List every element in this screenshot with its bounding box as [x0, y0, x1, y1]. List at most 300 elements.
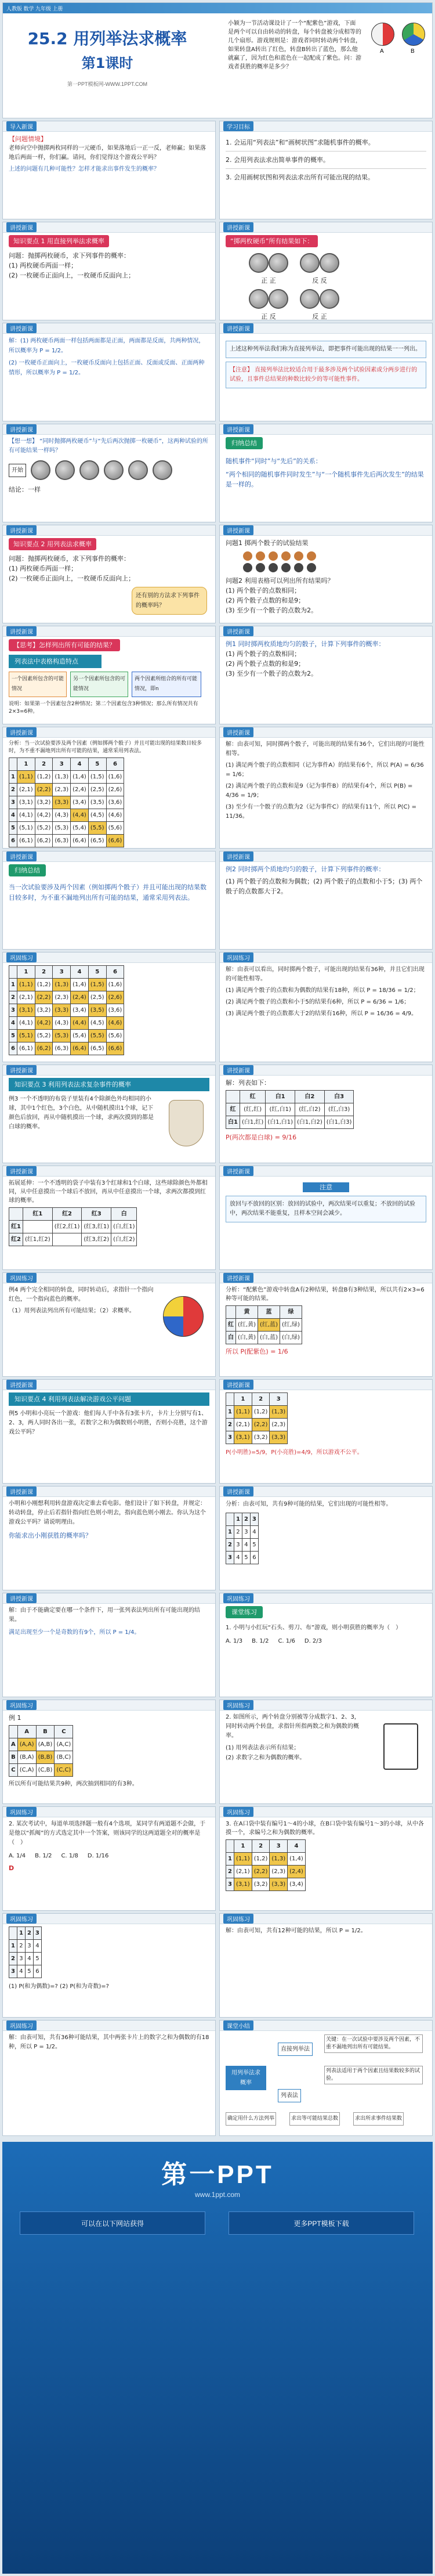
content	[3, 435, 215, 497]
slide-solution	[2, 1593, 216, 1697]
coin-image	[55, 460, 75, 480]
content	[3, 1497, 215, 1543]
table-cell: 3	[270, 1393, 288, 1406]
table-cell: (白,绿)	[280, 1332, 302, 1344]
ball-table	[226, 1090, 354, 1129]
slide-exercise-3	[2, 1806, 216, 1911]
slide-spinner-game	[2, 1486, 216, 1590]
slide-header	[220, 1593, 432, 1604]
table-cell: 1	[17, 758, 35, 771]
table-cell: 红1	[23, 1208, 52, 1221]
coin-label: 反 正	[312, 313, 327, 320]
coin-pair	[249, 253, 288, 286]
content	[220, 738, 432, 824]
slide-table-method	[2, 525, 216, 623]
knowledge-point: 知识要点 4 利用列表法解决游戏公平问题	[9, 1392, 209, 1406]
table-row	[226, 1306, 302, 1319]
table-cell: (红,黄)	[236, 1319, 258, 1332]
table-cell: 3	[226, 1431, 234, 1444]
table-row	[226, 1091, 354, 1103]
table-cell: 2	[25, 1927, 33, 1940]
coin-title: “掷两枚硬币”所有结果如下：	[226, 235, 318, 247]
table-row	[9, 1042, 124, 1055]
table-cell: 红3	[82, 1208, 111, 1221]
content	[3, 2031, 215, 2054]
table-cell: 4	[33, 1940, 41, 1953]
coin-image	[300, 289, 320, 309]
table-cell: (红,白1)	[266, 1103, 295, 1116]
spinner-b	[402, 23, 425, 46]
practice-p2: (2) 满足两个骰子的点数和小于5的结果有6种，所以 P = 6/36 = 1/6；	[226, 999, 410, 1005]
slide-header	[3, 852, 215, 862]
section-tag: 巩固练习	[223, 1700, 253, 1710]
slide-header	[220, 953, 432, 963]
slide-goals	[219, 121, 433, 219]
section-tag: 讲授新课	[6, 424, 37, 434]
table-cell: 4	[9, 1017, 17, 1030]
table-cell: 白1	[266, 1091, 295, 1103]
table-row	[9, 1764, 73, 1777]
section-tag: 课堂小结	[223, 2021, 253, 2030]
mindmap-branch-1: 直接列举法	[278, 2043, 313, 2056]
coin-label: 正 反	[261, 313, 276, 320]
slide-header	[3, 953, 215, 963]
answer-p1: (1) 满足两个骰子的点数相同（记为事件A）的结果有6个，所以 P(A) = 6/36 = 1/6；	[226, 762, 424, 778]
table-cell: (1,1)	[234, 1406, 252, 1419]
table-cell: C	[9, 1764, 18, 1777]
table-cell: (1,5)	[88, 771, 106, 784]
slide-header	[3, 1065, 215, 1076]
section-tag: 巩固练习	[223, 1807, 253, 1817]
table-cell: 5	[33, 1953, 41, 1965]
coin-image	[300, 253, 320, 273]
table-cell: 2	[17, 1940, 25, 1953]
goal-1: 1. 会运用“列表法”和“画树状图”求随机事件的概率。	[226, 134, 426, 151]
bag-image	[169, 1100, 204, 1146]
conclusion: 结论：一样	[9, 486, 41, 493]
option-d[interactable]: D. 2/3	[304, 1638, 322, 1644]
table-cell: (5,6)	[106, 822, 124, 835]
knowledge-point: 知识要点 3 利用列表法求复杂事件的概率	[9, 1078, 209, 1091]
table-cell: (2,1)	[17, 991, 35, 1004]
slide-example-2	[219, 851, 433, 950]
example-5: 例5 小明和小亮玩一个游戏：他们每人手中各有3张卡片，卡片上分别写有1、2、3，两人同时各出一张，若数字之和为偶数则小明胜，否则小亮胜，这个游戏公平吗？	[9, 1410, 208, 1435]
table-cell: (2,2)	[252, 1419, 270, 1431]
summary-text: 当一次试验要涉及两个因素（例如掷两个骰子）并且可能出现的结果数目较多时，为不重不漏地列出所有可能的结果，通常采用列表法。	[9, 883, 206, 901]
coin-image	[249, 289, 269, 309]
coin-label: 反 反	[312, 277, 327, 284]
slide-header	[3, 323, 215, 334]
section-tag: 讲授新课	[223, 1380, 253, 1390]
lesson-subtitle: 第1课时	[81, 55, 133, 71]
table-cell: (6,4)	[71, 835, 89, 847]
sum-table	[226, 1513, 259, 1564]
table-cell: (3,1)	[17, 1004, 35, 1017]
table-cell: (6,3)	[53, 1042, 71, 1055]
section-tag: 巩固练习	[223, 1593, 253, 1603]
coin-image	[269, 253, 288, 273]
content	[220, 2031, 432, 2122]
slide-direct-note	[219, 323, 433, 421]
table-cell: (红2,红1)	[52, 1221, 82, 1233]
table-cell: (C,A)	[17, 1764, 36, 1777]
table-row	[9, 758, 124, 771]
structure-note: 说明：如果第一个因素包含2种情况；第二个因素包含3种情况；那么所有情况共有2×3=6种。	[9, 701, 198, 715]
table-cell: 4	[71, 758, 89, 771]
table-cell: 1	[9, 1940, 17, 1953]
table-row	[226, 1853, 306, 1866]
footer-left-box	[20, 2211, 205, 2235]
content	[220, 536, 432, 618]
analysis: 分析：当一次试验要涉及两个因素（例如掷两个骰子）并且可能出现的结果数目较多时，为不重不漏地列出所有可能的结果，通常采用列表法。	[9, 741, 202, 754]
table-cell: 3	[226, 1552, 234, 1564]
table-row	[226, 1840, 306, 1853]
slide-header	[220, 852, 432, 862]
mindmap-center: 用列举法求概率	[226, 2066, 266, 2090]
table-row	[226, 1866, 306, 1878]
table-cell: 1	[226, 1853, 234, 1866]
table-cell: (6,5)	[88, 1042, 106, 1055]
option-a[interactable]: A. 1/4	[9, 1853, 26, 1859]
table-cell: (4,4)	[71, 809, 89, 822]
ball	[294, 551, 303, 561]
result: P(两次都是白球) = 9/16	[226, 1134, 297, 1141]
content	[220, 1604, 432, 1648]
slide-header	[220, 1700, 432, 1711]
structure-title: 列表法中表格构造特点	[9, 655, 102, 668]
table-row	[9, 1221, 137, 1233]
table-cell: 3	[270, 1840, 288, 1853]
table-cell: 2	[226, 1419, 234, 1431]
table-row	[9, 979, 124, 991]
tree-diagram	[9, 460, 209, 480]
slide-example-4	[2, 1272, 216, 1377]
table-cell: (4,1)	[17, 1017, 35, 1030]
ball	[281, 563, 291, 572]
table-row	[9, 966, 124, 979]
table-row	[9, 1030, 124, 1042]
table-row	[226, 1419, 288, 1431]
slide-practice-answer	[219, 952, 433, 1062]
table-row	[226, 1513, 259, 1526]
table-cell: (3,4)	[71, 796, 89, 809]
table-cell: (2,5)	[88, 784, 106, 796]
section-tag: 巩固练习	[6, 953, 37, 962]
section-tag: 讲授新课	[223, 626, 253, 636]
content	[3, 334, 215, 380]
ball	[307, 551, 316, 561]
slide-header	[3, 1273, 215, 1283]
ball	[243, 551, 252, 561]
box-factor-1: 一个因素所包含的可能情况	[9, 672, 67, 697]
options-1	[226, 1636, 426, 1646]
table-cell: (6,6)	[106, 835, 124, 847]
table-row	[9, 1233, 137, 1246]
table-cell: (5,4)	[71, 1030, 89, 1042]
content	[220, 233, 432, 320]
table-cell: 白3	[324, 1091, 354, 1103]
table-row	[226, 1116, 354, 1129]
content	[220, 1076, 432, 1145]
section-tag: 讲授新课	[6, 1593, 37, 1603]
table-cell: (2,1)	[234, 1866, 252, 1878]
footer-banner	[2, 2142, 433, 2574]
coin-image	[128, 460, 148, 480]
option-b[interactable]: B. 1/2	[35, 1853, 52, 1859]
table-cell	[226, 1513, 234, 1526]
table-cell: 1	[234, 1513, 242, 1526]
slide-dice-answer	[219, 727, 433, 849]
option-c[interactable]: C. 1/6	[278, 1638, 295, 1644]
table-cell: (1,6)	[106, 979, 124, 991]
table-cell: (6,2)	[35, 835, 53, 847]
table-cell: 4	[288, 1840, 306, 1853]
situation-text: 老师向空中抛掷两枚同样的一元硬币，如果落地后一正一反，老师赢；如果落地后两面一样，你们赢。请问，你们觉得这个游戏公平吗？	[9, 145, 206, 161]
slide-think	[2, 424, 216, 522]
slide-practice-table	[2, 952, 216, 1062]
table-cell: (C,B)	[36, 1764, 55, 1777]
table-cell: (红,白3)	[324, 1103, 354, 1116]
structure-boxes	[9, 672, 209, 697]
table-cell: 5	[9, 1030, 17, 1042]
example-1: 例1 同时掷两枚质地均匀的骰子，计算下列事件的概率：	[226, 640, 385, 648]
table-row	[9, 809, 124, 822]
slide-header	[3, 525, 215, 536]
slide-header	[220, 121, 432, 132]
answer-p3: (3) 至少有一个骰子的点数为2（记为事件C）的结果有11个，所以 P(C) = 11/36。	[226, 804, 416, 820]
table-row	[226, 1332, 302, 1344]
table-cell: 蓝	[258, 1306, 280, 1319]
solution-1: 解：由于不能确定要在哪一个条件下，用一张列表法列出所有可能出现的结果。	[9, 1607, 200, 1623]
table-row	[9, 1940, 42, 1953]
slide-direct-listing	[2, 222, 216, 320]
slide-title	[2, 2, 433, 118]
table-cell: (6,5)	[88, 835, 106, 847]
table-cell: (3,1)	[234, 1878, 252, 1891]
table-cell: 3	[250, 1513, 258, 1526]
table-cell: (1,4)	[71, 771, 89, 784]
table-row	[9, 1927, 42, 1940]
extension-table	[9, 1207, 137, 1246]
table-row	[9, 1965, 42, 1978]
table-cell: 6	[106, 966, 124, 979]
table-cell: (2,4)	[71, 784, 89, 796]
table-cell: (5,5)	[88, 1030, 106, 1042]
table-cell: (红3,红1)	[82, 1221, 111, 1233]
table-cell: 3	[53, 966, 71, 979]
table-cell: 白1	[226, 1116, 240, 1129]
answer-intro: 解：列表如下：	[226, 1079, 270, 1087]
slide-header	[3, 727, 215, 738]
table-cell: B	[9, 1751, 18, 1764]
table-cell: (红,红)	[240, 1103, 265, 1116]
note-title: 注意	[303, 1182, 349, 1192]
content	[3, 1604, 215, 1640]
table-cell: (4,5)	[88, 1017, 106, 1030]
table-cell: 绿	[280, 1306, 302, 1319]
table-cell: 5	[25, 1965, 33, 1978]
table-row	[9, 771, 124, 784]
answer-p2: (2) 满足两个骰子的点数和是9（记为事件B）的结果有4个，所以 P(B) = 4/36 = 1/9；	[226, 783, 413, 799]
slide-header	[3, 121, 215, 132]
wheel-image	[163, 1296, 204, 1337]
content	[220, 1497, 432, 1567]
ball	[281, 551, 291, 561]
table-cell	[9, 1208, 23, 1221]
table-cell: (白,黄)	[236, 1332, 258, 1344]
slide-coin-results	[219, 222, 433, 320]
footer-url: www.1ppt.com	[194, 2191, 241, 2199]
spinner-a	[371, 23, 394, 46]
table-cell: 2	[226, 1539, 234, 1552]
table-cell: (1,5)	[88, 979, 106, 991]
table-cell: 黄	[236, 1306, 258, 1319]
result: 所以 P(配紫色) = 1/6	[226, 1348, 288, 1355]
slide-exercise-7	[2, 2020, 216, 2136]
table-row	[9, 1738, 73, 1751]
goals	[220, 132, 432, 188]
example-2: 例2 同时掷两个质地均匀的骰子，计算下列事件的概率：	[226, 865, 385, 873]
answer-2: (2) 一枚硬币正面向上，一枚硬币反面向上包括正面、反面或反面、正面两种情形，所以概率为 P = 1/2。	[9, 360, 205, 376]
slide-dice-intro	[219, 525, 433, 623]
content	[220, 1924, 432, 1938]
answer-intro: 解：由表可知，同时掷两个骰子，可能出现的结果有36个，它们出现的可能性相等。	[226, 741, 425, 757]
section-tag: 讲授新课	[223, 424, 253, 434]
table-cell: 3	[53, 758, 71, 771]
table-cell: 5	[242, 1552, 250, 1564]
coin-image	[269, 289, 288, 309]
q2-part-2: (2) 求数字之和为偶数的概率。	[226, 1755, 306, 1761]
ball-grid	[243, 551, 426, 572]
table-cell: 5	[250, 1539, 258, 1552]
table-cell: (1,3)	[270, 1853, 288, 1866]
slide-header	[3, 1700, 215, 1711]
answer: D	[9, 1864, 14, 1872]
question-1: 1. 小明与小红玩“石头、剪刀、布”游戏，则小明获胜的概率为（ ）	[226, 1625, 402, 1631]
table-cell: (红,白2)	[295, 1103, 325, 1116]
table-cell: (2,2)	[35, 991, 53, 1004]
table-cell: (3,2)	[252, 1431, 270, 1444]
goal-3: 3. 会用画树状图和列表法求出所有可能出现的结果。	[226, 174, 374, 181]
slide-exercise-2	[219, 1700, 433, 1804]
section-tag: 讲授新课	[223, 1065, 253, 1075]
table-cell: (5,1)	[17, 822, 35, 835]
ab-table	[226, 1839, 306, 1891]
card-image	[383, 1723, 418, 1770]
option-b[interactable]: B. 1/2	[252, 1638, 269, 1644]
mindmap-leaf-1: 关键：在一次试验中要涉及两个因素，不重不漏地列出所有可能结果。	[324, 2034, 423, 2053]
table-cell: 1	[234, 1840, 252, 1853]
slide-direct-answer	[2, 323, 216, 421]
table-cell: (B,C)	[55, 1751, 73, 1764]
table-cell: (3,5)	[88, 796, 106, 809]
table-cell: A	[17, 1726, 36, 1738]
table-cell: (B,B)	[36, 1751, 55, 1764]
slide-exercise-4	[219, 1806, 433, 1911]
slide-header	[220, 1487, 432, 1497]
dice-part-2: (2) 两个骰子点数的和是9；	[226, 597, 305, 604]
table-cell: (3,2)	[35, 1004, 53, 1017]
content	[3, 536, 215, 609]
table-cell: (4,2)	[35, 1017, 53, 1030]
practice-intro: 解：由表可以看出，同时掷两个骰子，可能出现的结果有36种，并且它们出现的可能性相等。	[226, 966, 425, 982]
table-cell: 1	[17, 1927, 25, 1940]
slide-header	[3, 424, 215, 435]
table-cell	[226, 1840, 234, 1853]
table-cell: 3	[33, 1927, 41, 1940]
table-cell: (4,6)	[106, 809, 124, 822]
table-cell: 1	[226, 1526, 234, 1539]
slide-header	[3, 1914, 215, 1924]
slide-header	[220, 727, 432, 738]
table-cell: 红	[226, 1319, 236, 1332]
task-item-2: (2) 一枚硬币正面向上，一枚硬币反面向上；	[9, 272, 135, 279]
content	[3, 1390, 215, 1439]
section-tag: 巩固练习	[223, 953, 253, 962]
table-cell: (1,1)	[17, 979, 35, 991]
table-cell: (2,3)	[53, 784, 71, 796]
table-cell: B	[36, 1726, 55, 1738]
table-cell: (2,3)	[53, 991, 71, 1004]
table-cell: 3	[9, 1004, 17, 1017]
spinner-a-label: A	[380, 48, 384, 55]
option-a[interactable]: A. 1/3	[226, 1638, 243, 1644]
practice-p3: (3) 满足两个骰子的点数都大于2的结果有16种，所以 P = 16/36 = 4/9。	[226, 1011, 418, 1017]
table-cell: (3,3)	[53, 796, 71, 809]
coin-image	[249, 253, 269, 273]
think-tag: 【思考】怎样列出所有可能的结果？	[9, 639, 120, 651]
section-tag: 巩固练习	[6, 1914, 37, 1924]
table-cell: (1,2)	[252, 1853, 270, 1866]
table-cell: 红1	[9, 1221, 23, 1233]
section-tag: 讲授新课	[6, 222, 37, 232]
table-cell: (1,3)	[53, 979, 71, 991]
table-cell: (1,3)	[270, 1406, 288, 1419]
table-row	[226, 1393, 288, 1406]
slide-summary-2	[2, 851, 216, 950]
table-row	[9, 1208, 137, 1221]
table-cell: (2,3)	[270, 1866, 288, 1878]
section-tag: 讲授新课	[223, 525, 253, 535]
table-cell: (1,2)	[252, 1406, 270, 1419]
option-c[interactable]: C. 1/8	[61, 1853, 78, 1859]
task-item-2: (2) 一枚硬币正面向上，一枚硬币反面向上；	[9, 575, 135, 582]
table-cell: (6,6)	[106, 1042, 124, 1055]
mindmap-leaf-5: 求出所求事件结果数	[353, 2112, 404, 2126]
table-cell: 3	[17, 1953, 25, 1965]
section-tag: 讲授新课	[6, 727, 37, 737]
knowledge-point: 知识要点 1 用直接列举法求概率	[9, 235, 109, 247]
slide-fair-game	[2, 1379, 216, 1484]
slide-example-1	[219, 626, 433, 724]
summary-title: 归纳总结	[9, 864, 46, 876]
option-d[interactable]: D. 1/16	[87, 1853, 109, 1859]
slide-example-abc	[2, 1700, 216, 1804]
situation-tag: 【问题情境】	[9, 135, 47, 143]
spinner-text: 小明和小刚想利用转盘游戏决定谁去看电影。他们设计了如下转盘，并规定：转动转盘，停止后若指针指向红色则小明去，指向蓝色则小刚去。你认为这个游戏公平吗？请说明理由。	[9, 1500, 206, 1525]
extension-text: 拓展延伸：一个不透明的袋子中装有3个红球和1个白球，这些球除颜色外都相同，从中任意摸出一个球后不放回，再从中任意摸出一个球，求两次都摸到红球的概率。	[9, 1180, 208, 1204]
ball	[269, 563, 278, 572]
task: 问题：抛掷两枚硬币，求下列事件的概率：	[9, 555, 130, 562]
content	[3, 1711, 215, 1791]
watermark: 第一PPT模板网-WWW.1PPT.COM	[67, 81, 147, 87]
table-cell: (5,4)	[71, 822, 89, 835]
table-cell: 4	[17, 1965, 25, 1978]
slide-purple-game	[219, 1272, 433, 1377]
exercise-title: 课堂练习	[226, 1606, 263, 1618]
table-cell: C	[55, 1726, 73, 1738]
content	[3, 738, 215, 849]
